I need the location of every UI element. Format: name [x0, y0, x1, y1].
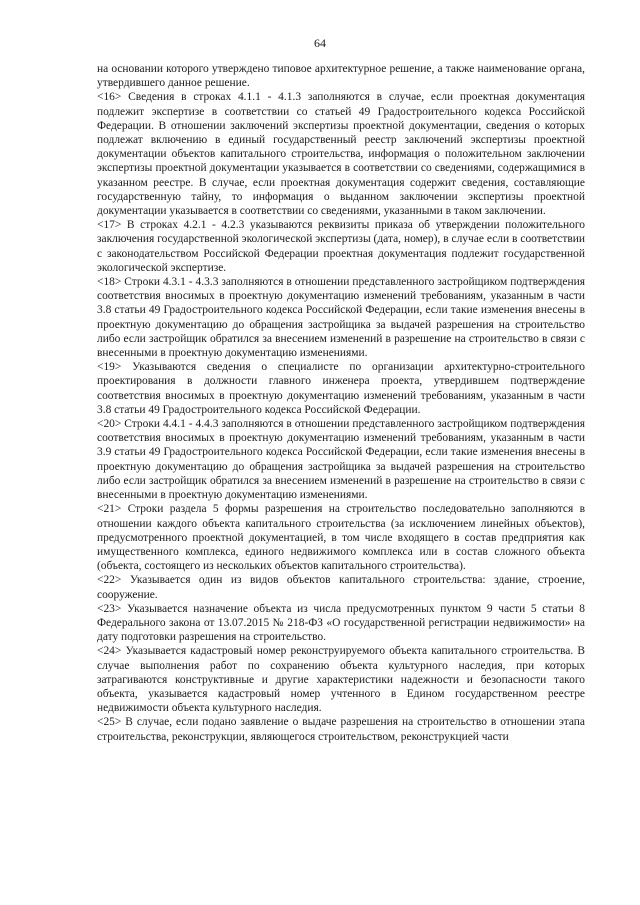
footnote-22: <22> Указывается один из видов объектов капитального строительства: здание, строение, сооружение. — [97, 574, 585, 601]
footnote-18: <18> Строки 4.3.1 - 4.3.3 заполняются в отношении представленного застройщиком подтверждения соответствия вносимых в проектную документацию изменений требованиям, указанным в части 3.8 статьи 49 Градостроительного кодекса Российской Федерации, если такие изменения внесены в проектную документацию до обращения застройщика за выдачей разрешения на строительство либо если застройщик обратился за внесением изменений в разрешение на строительство в связи с внесенными в проектную документацию изменениями. — [97, 276, 585, 360]
footnote-25: <25> В случае, если подано заявление о выдаче разрешения на строительство в отношении этапа строительства, реконструкции, являющегося строительством, реконструкцией части — [97, 716, 585, 743]
footnote-20: <20> Строки 4.4.1 - 4.4.3 заполняются в отношении представленного застройщиком подтверждения соответствия вносимых в проектную документацию изменений требованиям, указанным в части 3.9 статьи 49 Градостроительного кодекса Российской Федерации, если такие изменения внесены в проектную документацию до обращения застройщика за выдачей разрешения на строительство либо если застройщик обратился за внесением изменений в разрешение на строительство в связи с внесенными в проектную документацию изменениями. — [97, 418, 585, 502]
footnote-19: <19> Указываются сведения о специалисте по организации архитектурно-строительного проектирования в должности главного инженера проекта, утвердившем подтверждение соответствия вносимых в проектную документацию изменений требованиям, указанным в части 3.8 статьи 49 Градостроительного кодекса Российской Федерации. — [97, 361, 585, 416]
footnote-16: <16> Сведения в строках 4.1.1 - 4.1.3 заполняются в случае, если проектная документация подлежит экспертизе в соответствии со статьей 49 Градостроительного кодекса Российской Федерации. В отношении заключений экспертизы проектной документации, сведения о которых подлежат включению в единый государственный реестр заключений экспертизы проектной документации объектов капитального строительства, информация о положительном заключении экспертизы проектной документации указывается в соответствии со сведениями, содержащимися в указанном реестре. В случае, если проектная документация содержит сведения, составляющие государственную тайну, то информация о выданном заключении экспертизы проектной документации указывается в соответствии со сведениями, указанными в таком заключении. — [97, 91, 585, 218]
paragraph-continuation: на основании которого утверждено типовое архитектурное решение, а также наименование органа, утвердившего данное решение. — [97, 63, 585, 90]
footnote-24: <24> Указывается кадастровый номер реконструируемого объекта капитального строительства. В случае выполнения работ по сохранению объекта культурного наследия, при которых затрагиваются конструктивные и другие характеристики надежности и безопасности такого объекта, указывается кадастровый номер учтенного в Едином государственном реестре недвижимости объекта культурного наследия. — [97, 645, 585, 715]
page-number: 64 — [314, 36, 326, 50]
document-body — [97, 62, 585, 744]
footnote-23: <23> Указывается назначение объекта из числа предусмотренных пунктом 9 части 5 статьи 8 Федерального закона от 13.07.2015 № 218-ФЗ «О государственной регистрации недвижимости» на дату подготовки разрешения на строительство. — [97, 602, 585, 644]
footnote-17: <17> В строках 4.2.1 - 4.2.3 указываются реквизиты приказа об утверждении положительного заключения государственной экологической экспертизы (дата, номер), в случае если в соответствии с законодательством Российской Федерации проектная документация подлежит государственной экологической экспертизе. — [97, 219, 585, 274]
footnote-21: <21> Строки раздела 5 формы разрешения на строительство последовательно заполняются в отношении каждого объекта капитального строительства (за исключением линейных объектов), предусмотренного проектной документацией, в том числе входящего в состав предприятия как имущественного комплекса, единого недвижимого комплекса или в состав сложного объекта (объекта, состоящего из нескольких объектов капитального строительства). — [97, 503, 585, 573]
